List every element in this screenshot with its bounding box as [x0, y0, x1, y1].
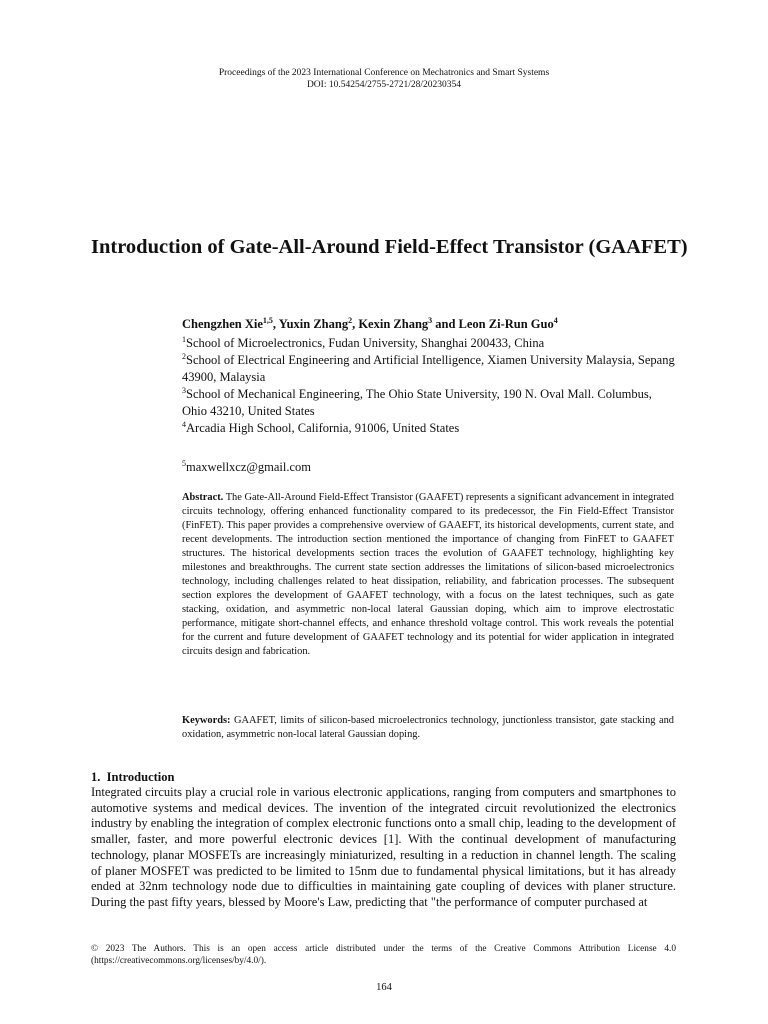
paper-title: Introduction of Gate-All-Around Field-Effect Transistor (GAAFET): [91, 236, 688, 258]
author-separator: ,: [272, 317, 279, 331]
affiliation-sup: 2: [182, 351, 186, 361]
proceedings-line: Proceedings of the 2023 International Conference on Mechatronics and Smart Systems: [218, 68, 550, 78]
author-separator: ,: [352, 317, 359, 331]
author-sup: 2: [348, 315, 353, 325]
affiliation-sup: 4: [182, 419, 186, 429]
affiliation: [182, 335, 677, 352]
author-name: Kexin Zhang: [358, 317, 429, 331]
email-sup: 5: [182, 458, 186, 468]
email-address[interactable]: maxwellxcz@gmail.com: [186, 460, 312, 474]
affiliation-text: Arcadia High School, California, 91006, United States: [186, 421, 460, 435]
section-title: Introduction: [106, 770, 175, 784]
affiliation: [182, 420, 677, 437]
section-heading: [91, 770, 174, 785]
page-header: [0, 67, 768, 91]
keywords: [182, 714, 674, 742]
license-footnote: © 2023 The Authors. This is an open access article distributed under the terms of the Creative Commons Attribution License 4.0 (https://creativecommons.org/licenses/by/4.0/).: [91, 944, 676, 966]
affiliation: [182, 386, 677, 420]
author-name: Leon Zi-Run Guo: [458, 317, 554, 331]
keywords-text: GAAFET, limits of silicon-based microelectronics technology, junctionless transistor, gate stacking and oxidation, asymmetric non-local lateral Gaussian doping.: [182, 715, 674, 740]
author-separator: and: [432, 317, 459, 331]
abstract-label: Abstract.: [182, 492, 224, 503]
affiliation-sup: 1: [182, 334, 186, 344]
author-sup: 1,5: [262, 315, 273, 325]
author-name: Yuxin Zhang: [278, 317, 349, 331]
author-list: [182, 317, 682, 332]
contact-email[interactable]: [182, 460, 311, 475]
page-number: 164: [376, 982, 392, 993]
affiliation-list: [182, 335, 677, 437]
author-name: Chengzhen Xie: [182, 317, 263, 331]
section-number: 1.: [91, 770, 101, 784]
keywords-label: Keywords:: [182, 715, 231, 726]
abstract-text: The Gate-All-Around Field-Effect Transistor (GAAFET) represents a significant advancement in integrated circuits technology, offering enhanced functionality compared to its predecessor, the Fin Field-Effect Transistor (FinFET). This paper provides a comprehensive overview of GAAEFT, its historical developments, current state, and recent developments. The introduction section mentioned the importance of changing from FinFET to GAAFET structures. The historical developments section traces the evolution of GAAFET technology, highlighting key milestones and breakthroughs. The current state section addresses the limitations of silicon-based microelectronics technology, including challenges related to heat dissipation, reliability, and fabrication processes. The subsequent section explores the development of GAAFET technology, with a focus on the latest techniques, such as gate stacking, oxidation, and asymmetric non-local lateral Gaussian doping, which aim to improve electrostatic performance, mitigate short-channel effects, and enhance threshold voltage control. This work reveals the potential for the current and future development of GAAFET technology and its potential for wider application in integrated circuits design and fabrication.: [182, 492, 674, 657]
doi-line: DOI: 10.54254/2755-2721/28/20230354: [306, 80, 462, 90]
affiliation: [182, 352, 677, 386]
author-sup: 4: [553, 315, 558, 325]
abstract: [182, 491, 674, 659]
author-sup: 3: [428, 315, 433, 325]
affiliation-text: School of Electrical Engineering and Artificial Intelligence, Xiamen University Malaysia, Sepang 43900, Malaysia: [182, 353, 675, 384]
affiliation-text: School of Mechanical Engineering, The Ohio State University, 190 N. Oval Mall. Columbus, Ohio 43210, United States: [182, 387, 652, 418]
affiliation-sup: 3: [182, 385, 186, 395]
intro-paragraph: Integrated circuits play a crucial role in various electronic applications, ranging from computers and smartphones to automotive systems and medical devices. The invention of the integrated circuit revolutionized the electronics industry by enabling the integration of complex electronic functions onto a small chip, leading to the development of smaller, faster, and more powerful electronic devices [1]. With the continual development of manufacturing technology, planar MOSFETs are increasingly miniaturized, resulting in a reduction in channel length. The scaling of planer MOSFET was predicted to be limited to 15nm due to fundamental physical limitations, but it has already ended at 32nm technology node due to difficulties in maintaining gate coupling of devices with planer structure. During the past fifty years, blessed by Moore's Law, predicting that "the performance of computer purchased at: [91, 785, 676, 909]
affiliation-text: School of Microelectronics, Fudan University, Shanghai 200433, China: [186, 336, 545, 350]
